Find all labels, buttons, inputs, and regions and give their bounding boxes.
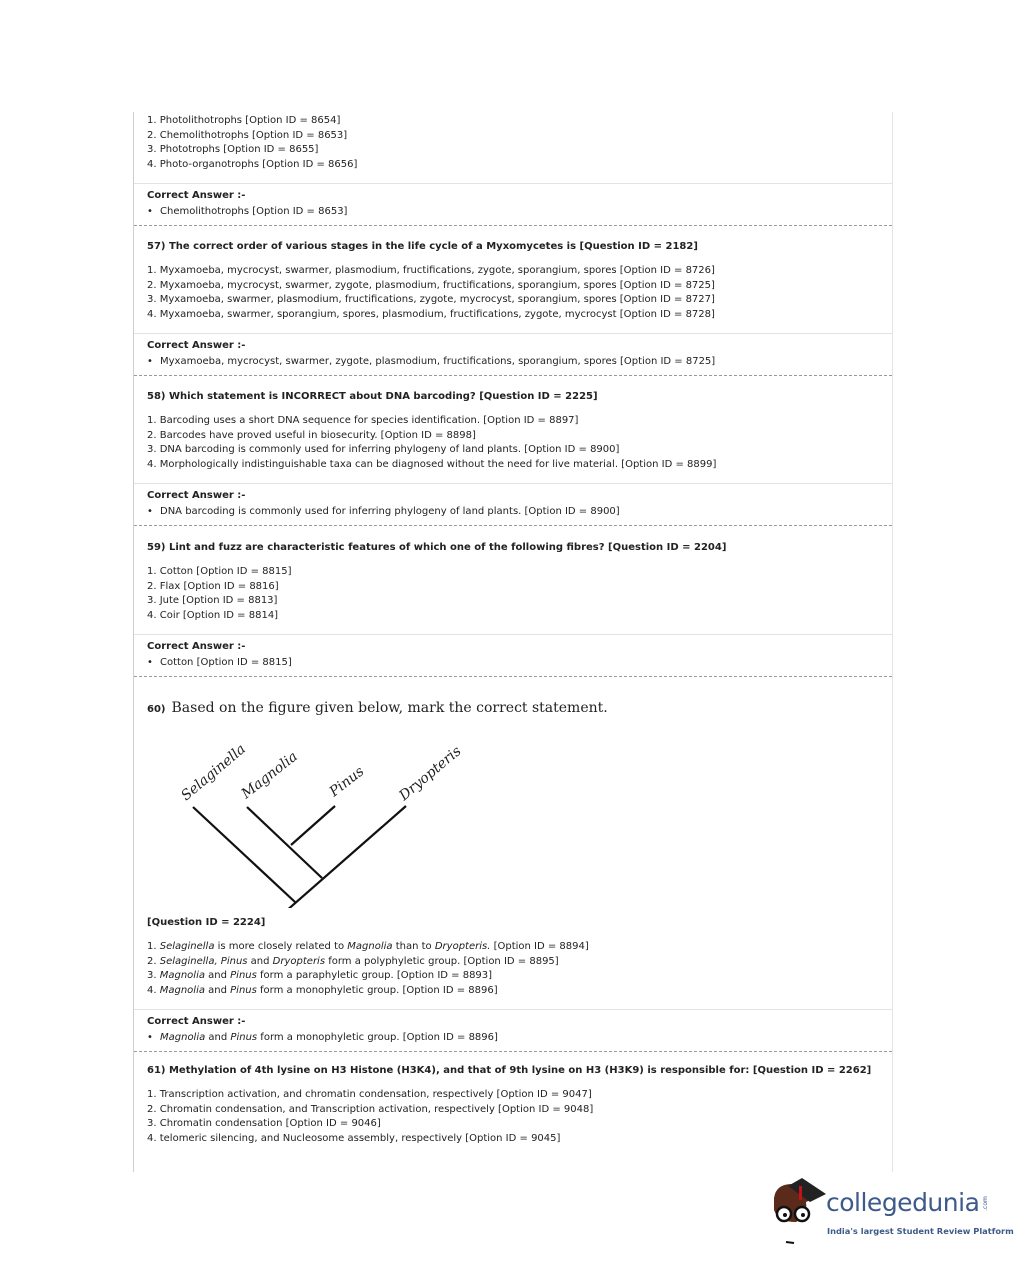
option: 4. Coir [Option ID = 8814] [147,609,279,621]
option: 2. Selaginella, Pinus and Dryopteris form a polyphyletic group. [Option ID = 8895] [147,955,559,967]
correct-answer [147,654,892,671]
branch-pinus [291,806,335,845]
option: 4. Myxamoeba, swarmer, sporangium, spores, plasmodium, fructifications, zygote, mycrocyst [Option ID = 8728] [147,308,715,320]
logo-wordmark: collegedunia [826,1188,980,1217]
option: 1. Photolithotrophs [Option ID = 8654] [147,115,341,126]
option: 1. Myxamoeba, mycrocyst, swarmer, plasmodium, fructifications, zygote, sporangium, spores [Option ID = 8726] [147,265,715,276]
divider [134,333,892,334]
correct-answer-label: Correct Answer :- [147,1016,246,1028]
dashed-separator [134,525,892,526]
dashed-separator [134,375,892,376]
options-list [147,264,892,322]
branch-dryopteris [285,806,406,908]
bullet: • [147,506,153,518]
option: 4. Magnolia and Pinus form a monophyletic group. [Option ID = 8896] [147,984,498,996]
question-title: 58) Which statement is INCORRECT about DNA barcoding? [Question ID = 2225] [147,391,598,402]
bullet: • [147,206,153,218]
divider [134,1009,892,1010]
option: 3. Jute [Option ID = 8813] [147,595,278,607]
option: 1. Transcription activation, and chromatin condensation, respectively [Option ID = 9047] [147,1089,592,1100]
question-59 [134,540,892,677]
option: 2. Chromatin condensation, and Transcription activation, respectively [Option ID = 9048] [147,1103,594,1115]
label-magnolia: Magnolia [238,748,301,803]
correct-answer [147,203,892,220]
question-61 [134,1063,892,1146]
label-selaginella: Selaginella [178,741,249,805]
logo-suffix: .com [981,1196,989,1211]
options-list [147,940,892,998]
frame-right-border [892,112,893,1172]
option: 3. Myxamoeba, swarmer, plasmodium, fructifications, zygote, mycrocyst, sporangium, spores [Option ID = 8727] [147,294,715,306]
collegedunia-logo [766,1176,1014,1246]
correct-answer [147,353,892,370]
option: 3. Phototrophs [Option ID = 8655] [147,144,319,156]
answer-text: Cotton [Option ID = 8815] [160,657,292,669]
options-list [147,414,892,472]
dashed-separator [134,225,892,226]
logo-tagline: India's largest Student Review Platform [827,1226,1014,1236]
option: 3. Magnolia and Pinus form a paraphyletic group. [Option ID = 8893] [147,970,493,982]
options-list [147,114,892,172]
question-id: [Question ID = 2224] [147,917,266,928]
options-list [147,565,892,623]
answer-text: Myxamoeba, mycrocyst, swarmer, zygote, plasmodium, fructifications, sporangium, spores [Option ID = 8725] [160,356,716,368]
dashed-separator [134,1051,892,1052]
bullet: • [147,657,153,669]
option: 3. DNA barcoding is commonly used for inferring phylogeny of land plants. [Option ID = 8900] [147,444,620,456]
option: 4. Morphologically indistinguishable taxa can be diagnosed without the need for live material. [Option ID = 8899] [147,458,717,470]
bullet: • [147,1032,153,1044]
divider [134,483,892,484]
cladogram-figure [134,713,494,908]
option: 2. Flax [Option ID = 8816] [147,580,279,592]
label-dryopteris: Dryopteris [396,743,465,805]
correct-answer-label: Correct Answer :- [147,190,246,202]
option: 4. telomeric silencing, and Nucleosome assembly, respectively [Option ID = 9045] [147,1132,561,1144]
option: 1. Barcoding uses a short DNA sequence for species identification. [Option ID = 8897] [147,415,579,426]
option: 1. Cotton [Option ID = 8815] [147,566,292,577]
dashed-separator [134,676,892,677]
answer-text: Chemolithotrophs [Option ID = 8653] [160,206,348,218]
question-title: 61) Methylation of 4th lysine on H3 Histone (H3K4), and that of 9th lysine on H3 (H3K9) is responsible for: [Question ID = 2262] [147,1065,872,1076]
correct-answer-label: Correct Answer :- [147,340,246,352]
question-text: Based on the figure given below, mark the correct statement. [171,700,608,716]
question-number: 60) [147,704,166,715]
correct-answer [147,503,892,520]
mascot-icon [766,1176,828,1246]
correct-answer: • Magnolia and Pinus form a monophyletic group. [Option ID = 8896] [147,1029,892,1046]
option: 2. Chemolithotrophs [Option ID = 8653] [147,129,348,141]
option: 3. Chromatin condensation [Option ID = 9046] [147,1118,381,1130]
option: 4. Photo-organotrophs [Option ID = 8656] [147,158,358,170]
question-56 [134,114,892,226]
divider [134,634,892,635]
question-58 [134,389,892,526]
question-57 [134,239,892,376]
option: 2. Myxamoeba, mycrocyst, swarmer, zygote, plasmodium, fructifications, sporangium, spores [Option ID = 8725] [147,279,715,291]
correct-answer-label: Correct Answer :- [147,490,246,502]
question-title: 57) The correct order of various stages in the life cycle of a Myxomycetes is [Question ID = 2182] [147,241,698,252]
label-pinus: Pinus [326,763,368,801]
question-60 [134,698,892,1052]
option: 1. Selaginella is more closely related to Magnolia than to Dryopteris. [Option ID = 8894] [147,941,589,952]
option: 2. Barcodes have proved useful in biosecurity. [Option ID = 8898] [147,429,476,441]
correct-answer-label: Correct Answer :- [147,641,246,653]
question-title: 59) Lint and fuzz are characteristic features of which one of the following fibres? [Question ID = 2204] [147,542,727,553]
branch-selaginella [193,807,295,902]
bullet: • [147,356,153,368]
divider [134,183,892,184]
answer-text: DNA barcoding is commonly used for inferring phylogeny of land plants. [Option ID = 8900] [160,506,620,518]
options-list [147,1088,892,1146]
question-title [147,698,892,716]
